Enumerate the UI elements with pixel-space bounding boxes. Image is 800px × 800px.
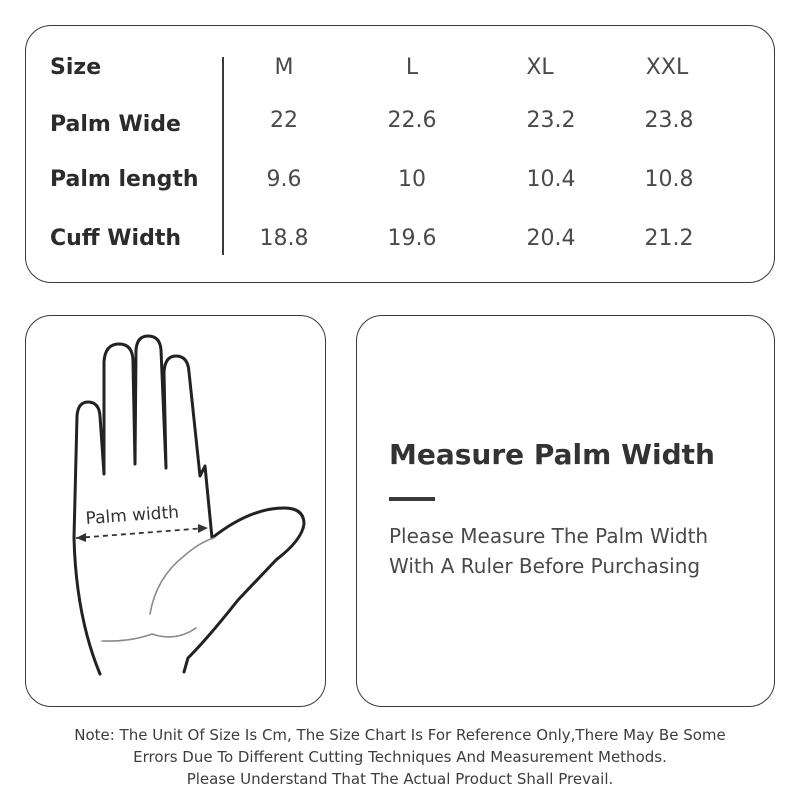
table-cell: 18.8 xyxy=(259,226,309,251)
arrow-right-icon xyxy=(198,524,208,533)
note-line: Note: The Unit Of Size Is Cm, The Size Chart Is For Reference Only,There May Be Some xyxy=(74,726,726,744)
size-col-xl: XL xyxy=(526,55,554,80)
table-cell: 23.2 xyxy=(526,108,576,133)
row-label-palm-length: Palm length xyxy=(50,167,199,192)
info-title: Measure Palm Width xyxy=(389,438,715,471)
size-col-xxl: XXL xyxy=(645,55,689,80)
table-cell: 22.6 xyxy=(387,108,437,133)
title-underline xyxy=(389,497,435,501)
size-col-m: M xyxy=(274,55,294,80)
arrow-left-icon xyxy=(76,533,86,542)
size-chart-table xyxy=(25,25,775,283)
palm-width-dash xyxy=(76,528,206,538)
info-line: Please Measure The Palm Width xyxy=(389,524,709,548)
table-cell: 10.4 xyxy=(526,167,576,192)
hand-diagram-panel xyxy=(25,315,326,707)
info-line: With A Ruler Before Purchasing xyxy=(389,554,701,578)
table-cell: 20.4 xyxy=(526,226,576,251)
row-label-cuff-width: Cuff Width xyxy=(50,226,182,251)
table-cell: 22 xyxy=(270,108,298,133)
info-panel xyxy=(356,315,775,707)
cuff-line xyxy=(102,628,196,641)
size-header-label: Size xyxy=(50,55,102,80)
note-line: Please Understand That The Actual Product Shall Prevail. xyxy=(186,770,614,788)
table-cell: 10 xyxy=(398,167,426,192)
info-description xyxy=(389,521,769,581)
row-label-palm-wide: Palm Wide xyxy=(50,112,181,137)
footnote xyxy=(0,724,800,790)
palm-width-label: Palm width xyxy=(84,502,180,529)
hand-outline xyxy=(74,336,304,672)
table-cell: 9.6 xyxy=(266,167,302,192)
table-cell: 21.2 xyxy=(644,226,694,251)
wrist-left-edge xyxy=(74,538,100,674)
table-cell: 10.8 xyxy=(644,167,694,192)
hand-outline-icon xyxy=(26,316,325,706)
table-cell: 23.8 xyxy=(644,108,694,133)
table-divider xyxy=(222,57,224,255)
size-col-l: L xyxy=(405,55,419,80)
note-line: Errors Due To Different Cutting Techniques And Measurement Methods. xyxy=(133,748,667,766)
palm-crease xyxy=(150,538,214,614)
table-cell: 19.6 xyxy=(387,226,437,251)
